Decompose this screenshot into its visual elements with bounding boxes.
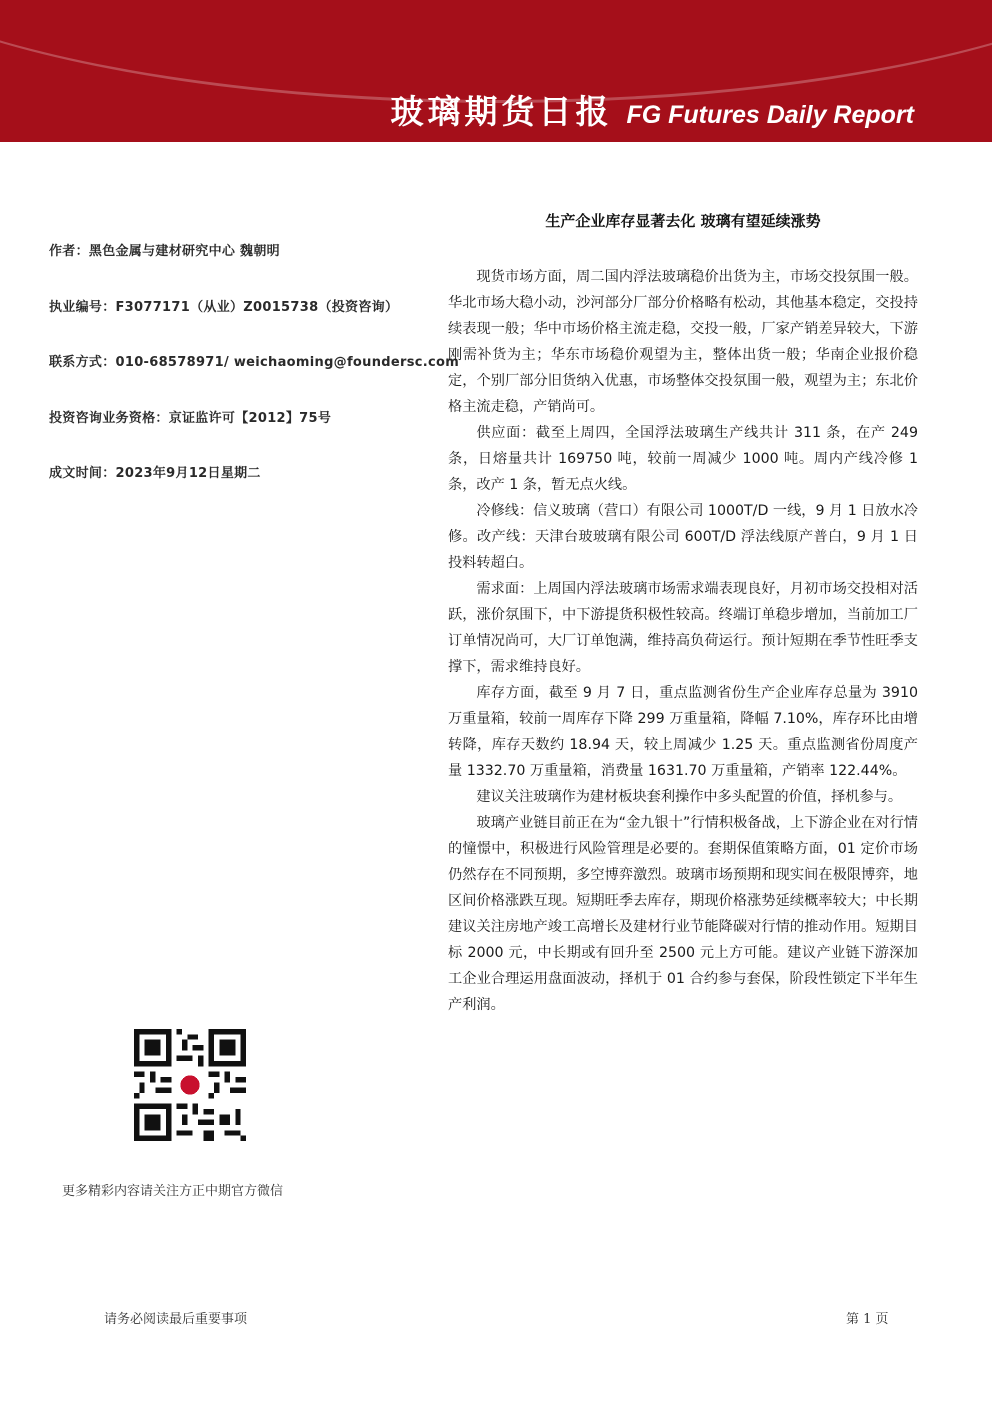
- paragraph-supply: 供应面：截至上周四，全国浮法玻璃生产线共计 311 条，在产 249 条，日熔量共计 169750 吨，较前一周减少 1000 吨。周内产线冷修 1 条，改产 1 条，暂无点火线。: [448, 425, 918, 493]
- article-title: 生产企业库存显著去化 玻璃有望延续涨势: [545, 212, 821, 230]
- paragraph-outlook: 玻璃产业链目前正在为“金九银十”行情积极备战，上下游企业在对行情的憧憬中，积极进行风险管理是必要的。套期保值策略方面，01 定价市场仍然存在不同预期，多空博弈激烈。玻璃市场预期和现实间在极限博弈，地区间价格涨跌互现。短期旺季去库存，期现价格涨势延续概率较大；中长期建议关注房地产竣工高增长及建材行业节能降碳对行情的推动作用。短期目标 2000 元，中长期或有回升至 2500 元上方可能。建议产业链下游深加工企业合理运用盘面波动，择机于 01 合约参与套保，阶段性锁定下半年生产利润。: [448, 815, 918, 1013]
- paragraph-cold-repair: 冷修线：信义玻璃（营口）有限公司 1000T/D 一线，9 月 1 日放水冷修。改产线：天津台玻玻璃有限公司 600T/D 浮法线原产普白，9 月 1 日投料转超白。: [448, 503, 918, 571]
- page-number: 第 1 页: [846, 1312, 889, 1327]
- qr-code-icon[interactable]: [134, 1029, 246, 1141]
- footer-notice: 请务必阅读最后重要事项: [104, 1312, 248, 1327]
- report-title: [390, 86, 914, 130]
- paragraph-spot-market: 现货市场方面，周二国内浮法玻璃稳价出货为主，市场交投氛围一般。华北市场大稳小动，沙河部分厂部分价格略有松动，其他基本稳定，交投持续表现一般；华中市场价格主流走稳，交投一般，厂家产销差异较大，下游刚需补货为主；华东市场稳价观望为主，整体出货一般；华南企业报价稳定，个别厂部分旧货纳入优惠，市场整体交投氛围一般，观望为主；东北价格主流走稳，产销尚可。: [448, 269, 918, 415]
- paragraph-suggestion: 建议关注玻璃作为建材板块套利操作中多头配置的价值，择机参与。: [476, 789, 903, 805]
- author-line: 作者：黑色金属与建材研究中心 魏朝明: [49, 244, 280, 259]
- article-body: [448, 264, 918, 1018]
- report-title-en: FG Futures Daily Report: [626, 101, 914, 129]
- qualification-line: 投资咨询业务资格：京证监许可【2012】75号: [49, 410, 332, 426]
- paragraph-inventory: 库存方面，截至 9 月 7 日，重点监测省份生产企业库存总量为 3910 万重量箱，较前一周库存下降 299 万重量箱，降幅 7.10%，库存环比由增转降，库存天数约 18.94 天，较上周减少 1.25 天。重点监测省份周度产量 1332.70 万重量箱，消费量 1631.70 万重量箱，产销率 122.44%。: [448, 685, 918, 779]
- paragraph-demand: 需求面：上周国内浮法玻璃市场需求端表现良好，月初市场交投相对活跃，涨价氛围下，中下游提货积极性较高。终端订单稳步增加，当前加工厂订单情况尚可，大厂订单饱满，维持高负荷运行。预计短期在季节性旺季支撑下，需求维持良好。: [448, 581, 918, 675]
- qr-caption: 更多精彩内容请关注方正中期官方微信: [62, 1184, 284, 1199]
- report-title-cn: 玻璃期货日报: [390, 92, 613, 131]
- license-line: 执业编号：F3077171（从业）Z0015738（投资咨询）: [49, 299, 399, 315]
- date-line: 成文时间：2023年9月12日星期二: [49, 466, 261, 481]
- contact-line: 联系方式：010-68578971/ weichaoming@foundersc.com: [49, 355, 460, 370]
- header-banner: [0, 0, 992, 142]
- author-info: [49, 240, 460, 518]
